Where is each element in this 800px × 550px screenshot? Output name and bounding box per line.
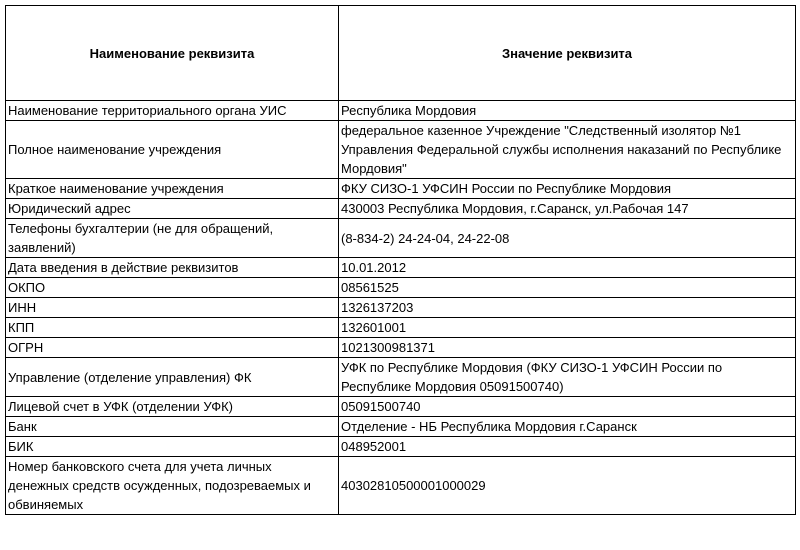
row-value-inn: 1326137203 xyxy=(339,298,796,318)
table-row xyxy=(6,318,796,338)
table-row xyxy=(6,338,796,358)
row-value-okpo: 08561525 xyxy=(339,278,796,298)
row-name-inn: ИНН xyxy=(6,298,339,318)
table-row xyxy=(6,179,796,199)
row-name-bik: БИК xyxy=(6,437,339,457)
row-value-bank-account: 40302810500001000029 xyxy=(339,457,796,515)
row-value-phones: (8-834-2) 24-24-04, 24-22-08 xyxy=(339,219,796,258)
table-row xyxy=(6,358,796,397)
header-name-col: Наименование реквизита xyxy=(6,6,339,101)
row-value-full-name: федеральное казенное Учреждение "Следственный изолятор №1 Управления Федеральной службы исполнения наказаний по Республике Мордовия" xyxy=(339,121,796,179)
table-row xyxy=(6,417,796,437)
row-value-legal-address: 430003 Республика Мордовия, г.Саранск, ул.Рабочая 147 xyxy=(339,199,796,219)
table-header-row xyxy=(6,6,796,101)
row-name-bank: Банк xyxy=(6,417,339,437)
row-name-territorial-body: Наименование территориального органа УИС xyxy=(6,101,339,121)
row-name-short-name: Краткое наименование учреждения xyxy=(6,179,339,199)
row-value-bank: Отделение - НБ Республика Мордовия г.Саранск xyxy=(339,417,796,437)
row-name-personal-account: Лицевой счет в УФК (отделении УФК) xyxy=(6,397,339,417)
row-name-ogrn: ОГРН xyxy=(6,338,339,358)
row-value-personal-account: 05091500740 xyxy=(339,397,796,417)
row-name-treasury-office: Управление (отделение управления) ФК xyxy=(6,358,339,397)
table-row xyxy=(6,121,796,179)
row-value-kpp: 132601001 xyxy=(339,318,796,338)
row-name-effective-date: Дата введения в действие реквизитов xyxy=(6,258,339,278)
row-value-treasury-office: УФК по Республике Мордовия (ФКУ СИЗО-1 УФСИН России по Республике Мордовия 05091500740) xyxy=(339,358,796,397)
row-name-full-name: Полное наименование учреждения xyxy=(6,121,339,179)
table-row xyxy=(6,298,796,318)
requisites-table xyxy=(5,5,796,515)
row-name-kpp: КПП xyxy=(6,318,339,338)
table-row xyxy=(6,457,796,515)
table-row xyxy=(6,278,796,298)
header-value-col: Значение реквизита xyxy=(339,6,796,101)
table-row xyxy=(6,101,796,121)
row-name-bank-account: Номер банковского счета для учета личных денежных средств осужденных, подозреваемых и обвиняемых xyxy=(6,457,339,515)
table-row xyxy=(6,397,796,417)
row-name-phones: Телефоны бухгалтерии (не для обращений, заявлений) xyxy=(6,219,339,258)
row-name-okpo: ОКПО xyxy=(6,278,339,298)
row-value-short-name: ФКУ СИЗО-1 УФСИН России по Республике Мордовия xyxy=(339,179,796,199)
row-name-legal-address: Юридический адрес xyxy=(6,199,339,219)
table-row xyxy=(6,219,796,258)
table-row xyxy=(6,258,796,278)
row-value-ogrn: 1021300981371 xyxy=(339,338,796,358)
table-row xyxy=(6,199,796,219)
row-value-effective-date: 10.01.2012 xyxy=(339,258,796,278)
row-value-bik: 048952001 xyxy=(339,437,796,457)
table-row xyxy=(6,437,796,457)
row-value-territorial-body: Республика Мордовия xyxy=(339,101,796,121)
